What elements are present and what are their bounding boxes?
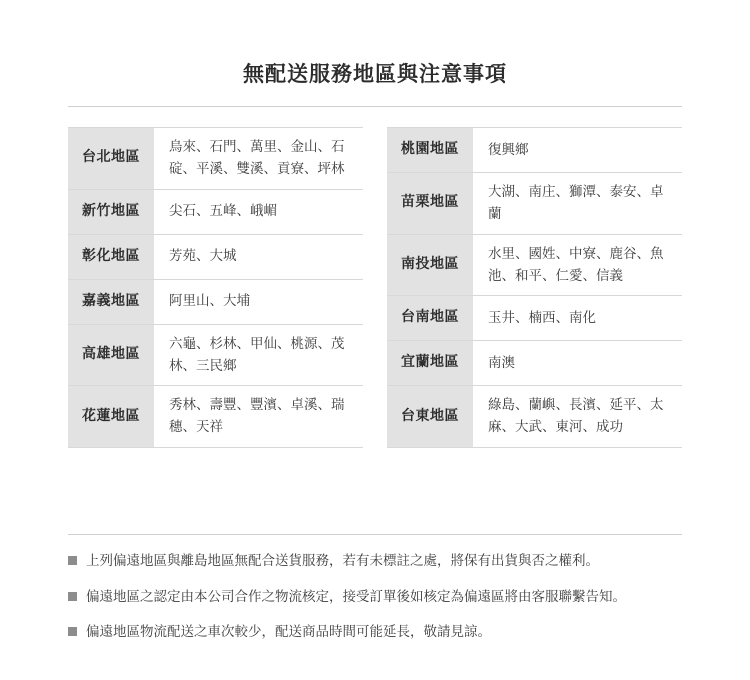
table-row [68, 386, 363, 448]
region-areas: 尖石、五峰、峨嵋 [169, 203, 277, 220]
table-row [387, 296, 682, 341]
table-row [68, 190, 363, 235]
region-areas: 阿里山、大埔 [169, 293, 250, 310]
region-areas: 大湖、南庄、獅潭、泰安、卓蘭 [488, 184, 664, 223]
region-label: 台北地區 [68, 128, 157, 189]
region-label: 南投地區 [387, 235, 476, 296]
region-label: 宜蘭地區 [387, 341, 476, 385]
note-text: 偏遠地區物流配送之車次較少，配送商品時間可能延長，敬請見諒。 [86, 624, 491, 641]
table-row [68, 127, 363, 190]
region-areas: 綠島、蘭嶼、長濱、延平、太麻、大武、東河、成功 [488, 397, 664, 436]
note-item [68, 551, 682, 573]
table-row [387, 341, 682, 386]
note-text: 上列偏遠地區與離島地區無配合送貨服務，若有未標註之處，將保有出貨與否之權利。 [86, 553, 599, 570]
table-row [68, 235, 363, 280]
region-areas: 芳苑、大城 [169, 248, 237, 265]
region-table [68, 127, 682, 448]
region-label: 桃園地區 [387, 128, 476, 172]
table-row [68, 325, 363, 387]
region-label: 高雄地區 [68, 325, 157, 386]
region-column-right [375, 127, 682, 448]
region-label: 花蓮地區 [68, 386, 157, 447]
note-text: 偏遠地區之認定由本公司合作之物流核定，接受訂單後如核定為偏遠區將由客服聯繫告知。 [86, 588, 626, 605]
region-label: 新竹地區 [68, 190, 157, 234]
note-item [68, 587, 682, 609]
region-areas: 復興鄉 [488, 141, 529, 158]
page-title: 無配送服務地區與注意事項 [243, 62, 507, 86]
region-label: 嘉義地區 [68, 280, 157, 324]
table-row [387, 386, 682, 448]
notes-divider [68, 534, 682, 535]
region-label: 台南地區 [387, 296, 476, 340]
region-label: 台東地區 [387, 386, 476, 447]
table-row [68, 280, 363, 325]
table-row [387, 127, 682, 173]
region-areas: 六龜、杉林、甲仙、桃源、茂林、三民鄉 [169, 335, 345, 374]
square-bullet-icon [68, 627, 77, 636]
region-label: 苗栗地區 [387, 173, 476, 234]
region-areas: 烏來、石門、萬里、金山、石碇、平溪、雙溪、貢寮、坪林 [169, 139, 345, 178]
square-bullet-icon [68, 592, 77, 601]
region-areas: 南澳 [488, 354, 515, 371]
notes-section [68, 534, 682, 644]
region-column-left [68, 127, 375, 448]
region-areas: 秀林、壽豐、豐濱、卓溪、瑞穗、天祥 [169, 397, 345, 436]
region-areas: 玉井、楠西、南化 [488, 309, 596, 326]
square-bullet-icon [68, 556, 77, 565]
table-row [387, 235, 682, 297]
region-areas: 水里、國姓、中寮、鹿谷、魚池、和平、仁愛、信義 [488, 245, 664, 284]
region-label: 彰化地區 [68, 235, 157, 279]
table-row [387, 173, 682, 235]
title-divider [68, 106, 682, 107]
note-item [68, 622, 682, 644]
